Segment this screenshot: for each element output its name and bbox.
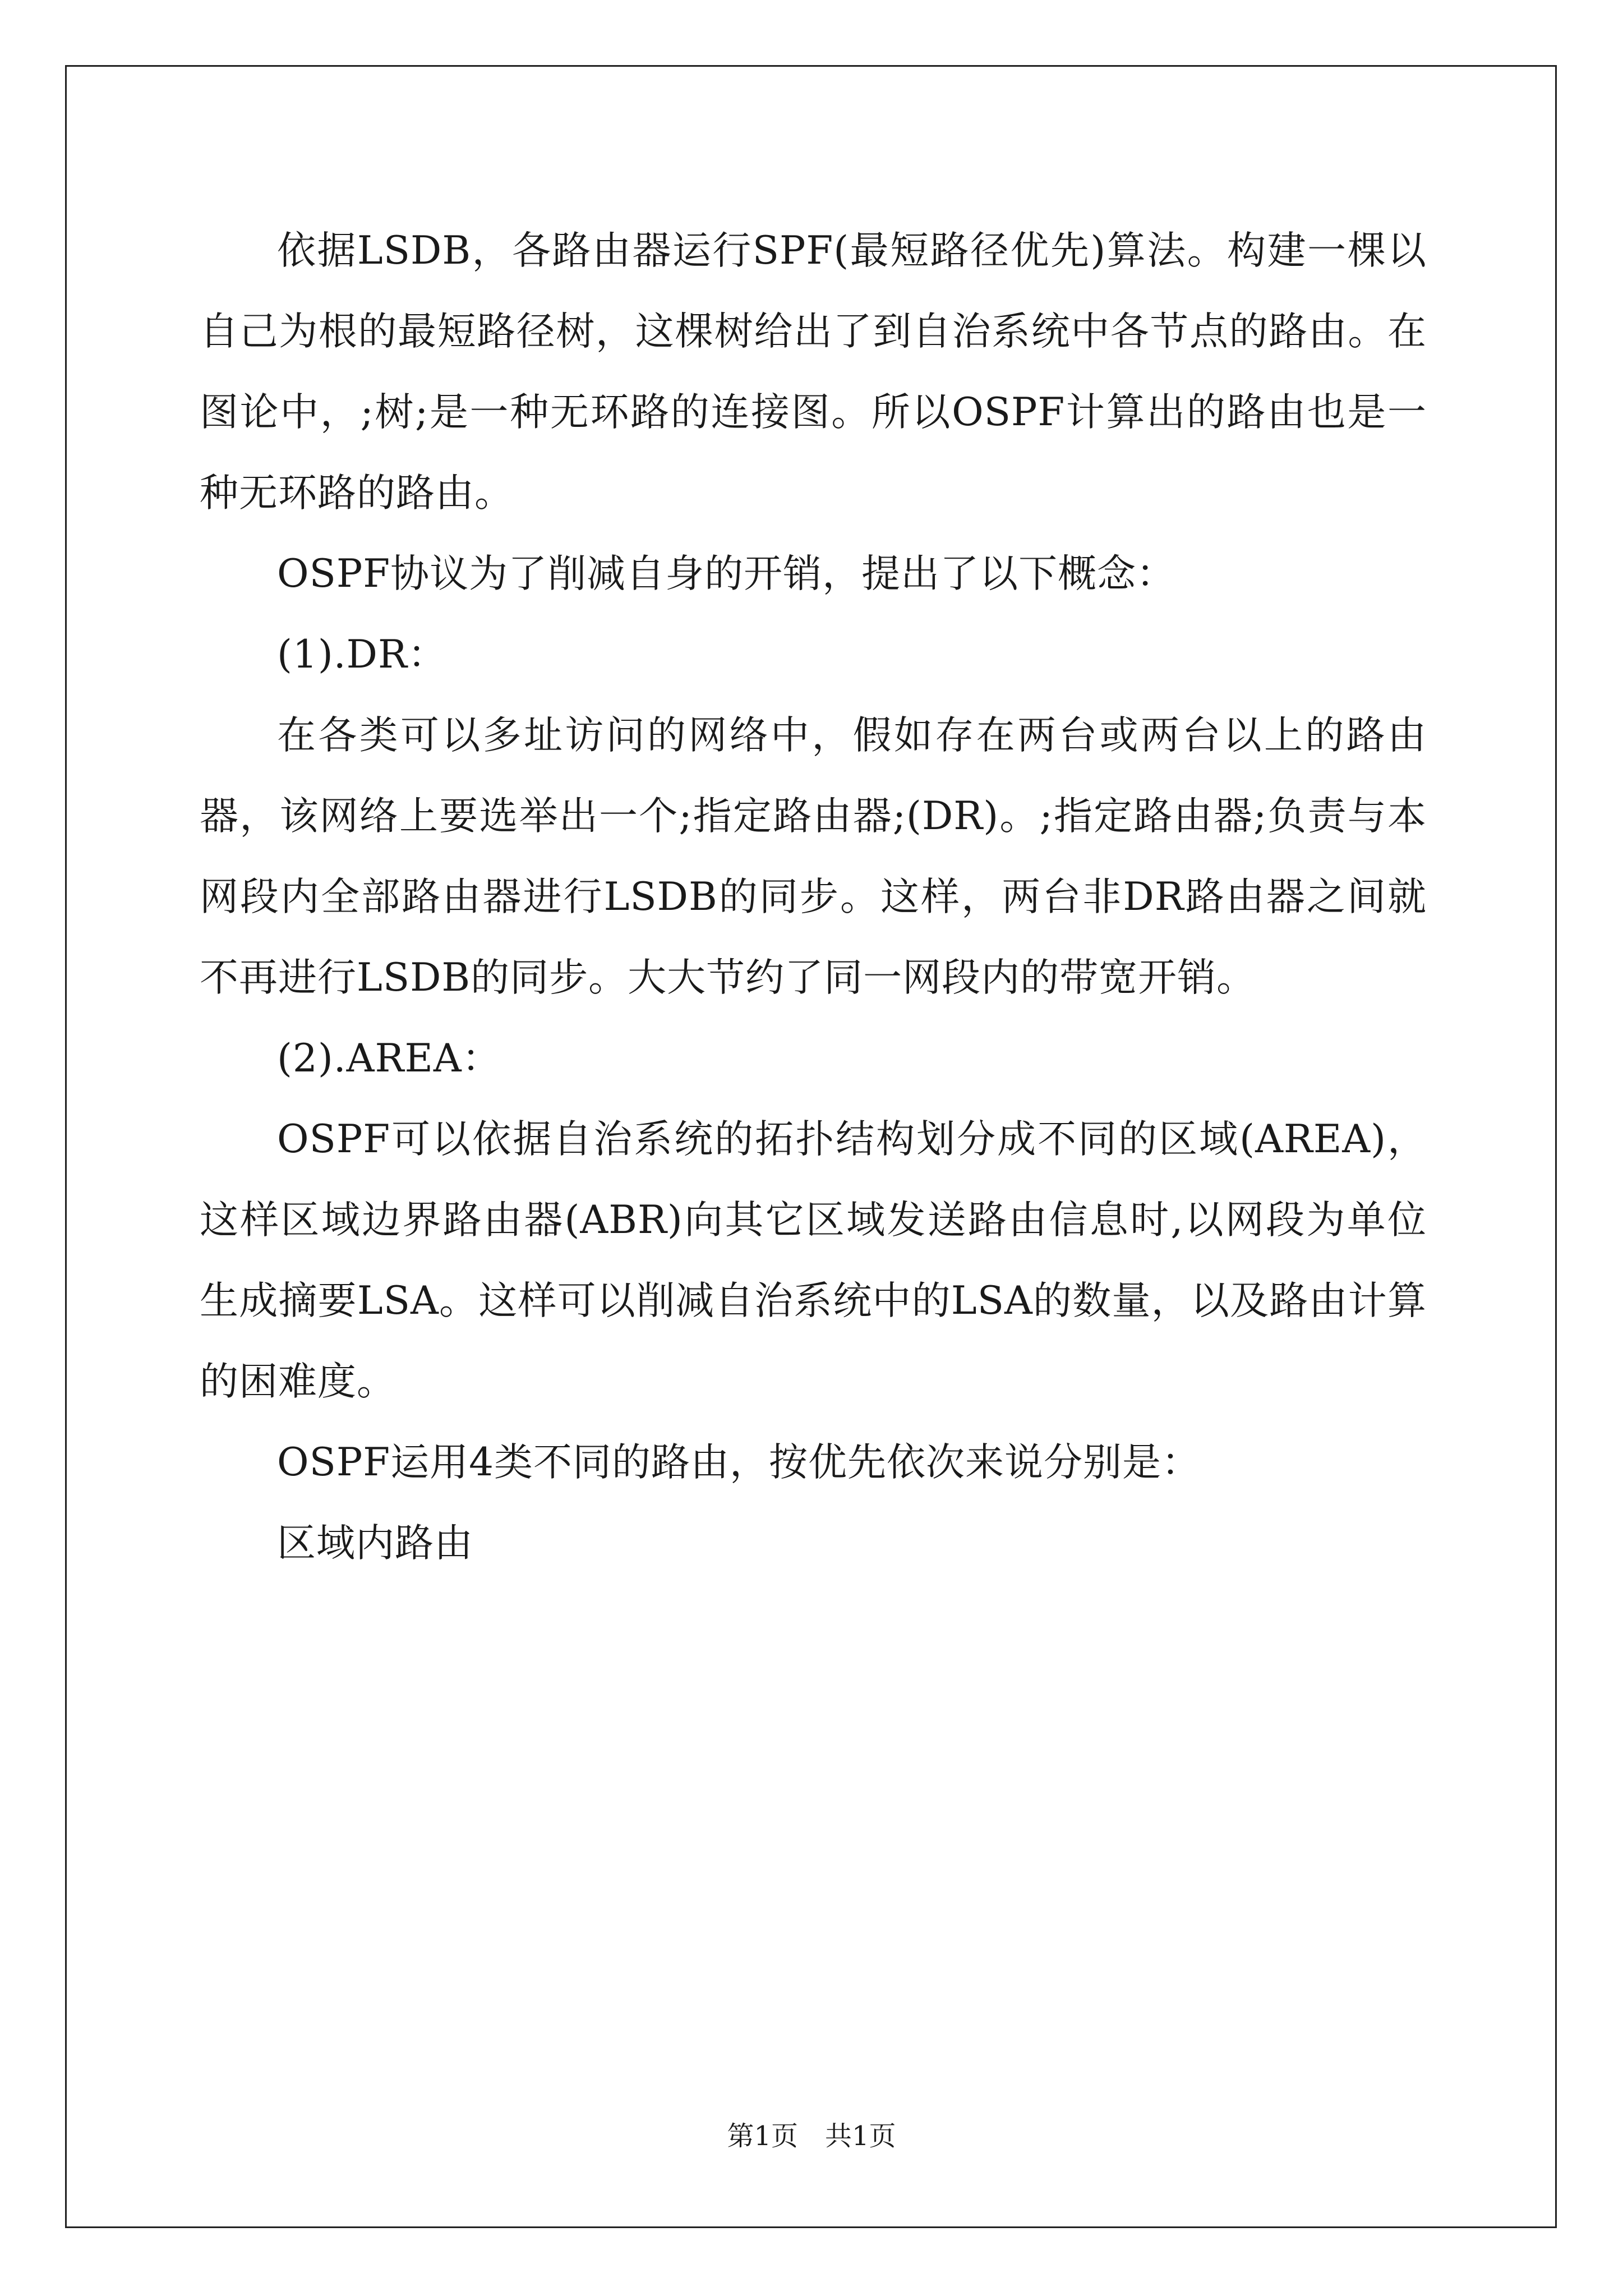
page-footer <box>0 2119 1623 2153</box>
heading-area: (2).AREA： <box>277 1036 501 1081</box>
paragraph-area: OSPF可以依据自治系统的拓扑结构划分成不同的区域(AREA)，这样区域边界路由器(ABR)向其它区域发送路由信息时,以网段为单位生成摘要LSA。这样可以削减自治系统中的LSA的数量，以及路由计算的困难度。 <box>200 1117 1427 1404</box>
page-total: 共1页 <box>825 2120 896 2152</box>
paragraph-ospf-concepts: OSPF协议为了削减自身的开销，提出了以下概念： <box>277 551 1176 596</box>
paragraph-spf: 依据LSDB，各路由器运行SPF(最短路径优先)算法。构建一棵以自己为根的最短路径树，这棵树给出了到自治系统中各节点的路由。在图论中，;树;是一种无环路的连接图。所以OSPF计算出的路由也是一种无环路的路由。 <box>200 228 1427 516</box>
paragraph-intra-area-route: 区域内路由 <box>277 1521 473 1566</box>
paragraph-dr: 在各类可以多址访问的网络中，假如存在两台或两台以上的路由器，该网络上要选举出一个;指定路由器;(DR)。;指定路由器;负责与本网段内全部路由器进行LSDB的同步。这样，两台非DR路由器之间就不再进行LSDB的同步。大大节约了同一网段内的带宽开销。 <box>200 713 1427 1000</box>
heading-dr: (1).DR： <box>277 632 447 677</box>
paragraph-route-types: OSPF运用4类不同的路由，按优先依次来说分别是： <box>277 1440 1201 1485</box>
document-body <box>200 210 1427 1584</box>
page-number: 第1页 <box>727 2120 798 2152</box>
